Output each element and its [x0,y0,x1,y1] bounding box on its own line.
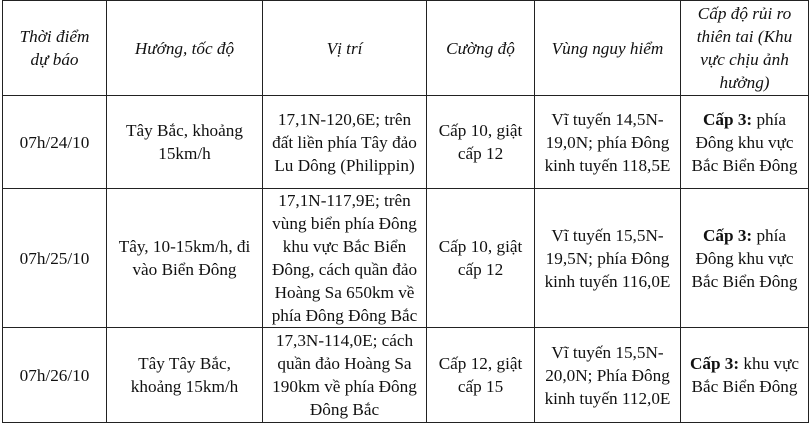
cell-time: 07h/26/10 [3,328,107,423]
cell-danger-zone: Vĩ tuyến 15,5N-20,0N; Phía Đông kinh tuyến 112,0E [535,328,681,423]
risk-area-text: khu vực Bắc Biển Đông [691,354,800,396]
cell-direction-speed: Tây Tây Bắc, khoảng 15km/h [107,328,263,423]
cell-time: 07h/24/10 [3,96,107,189]
header-risk-level: Cấp độ rủi ro thiên tai (Khu vực chịu ảnh hưởng) [681,1,809,96]
risk-area-text: phía Đông khu vực Bắc Biển Đông [691,225,798,291]
header-position: Vị trí [263,1,427,96]
cell-intensity: Cấp 10, giật cấp 12 [427,189,535,328]
cell-position: 17,1N-120,6E; trên đất liền phía Tây đảo Lu Dông (Philippin) [263,96,427,189]
cell-danger-zone: Vĩ tuyến 14,5N-19,0N; phía Đông kinh tuyến 118,5E [535,96,681,189]
cell-position: 17,3N-114,0E; cách quần đảo Hoàng Sa 190km về phía Đông Đông Bắc [263,328,427,423]
forecast-table [2,0,809,423]
cell-intensity: Cấp 10, giật cấp 12 [427,96,535,189]
risk-level-label: Cấp 3: [702,225,753,245]
cell-direction-speed: Tây, 10-15km/h, đi vào Biển Đông [107,189,263,328]
cell-position: 17,1N-117,9E; trên vùng biển phía Đông khu vực Bắc Biển Đông, cách quần đảo Hoàng Sa 650km về phía Đông Đông Bắc [263,189,427,328]
header-direction-speed: Hướng, tốc độ [107,1,263,96]
header-row [3,1,809,96]
risk-level-label: Cấp 3: [689,354,740,373]
cell-direction-speed: Tây Bắc, khoảng 15km/h [107,96,263,189]
header-time: Thời điểm dự báo [3,1,107,96]
table-row [3,189,809,328]
cell-risk [681,328,809,423]
risk-level-label: Cấp 3: [702,109,753,129]
risk-area-text: phía Đông khu vực Bắc Biển Đông [691,109,798,175]
cell-danger-zone: Vĩ tuyến 15,5N-19,5N; phía Đông kinh tuyến 116,0E [535,189,681,328]
cell-risk [681,189,809,328]
header-danger-zone: Vùng nguy hiểm [535,1,681,96]
table-row [3,328,809,423]
header-intensity: Cường độ [427,1,535,96]
cell-intensity: Cấp 12, giật cấp 15 [427,328,535,423]
cell-time: 07h/25/10 [3,189,107,328]
table-row [3,96,809,189]
cell-risk [681,96,809,189]
